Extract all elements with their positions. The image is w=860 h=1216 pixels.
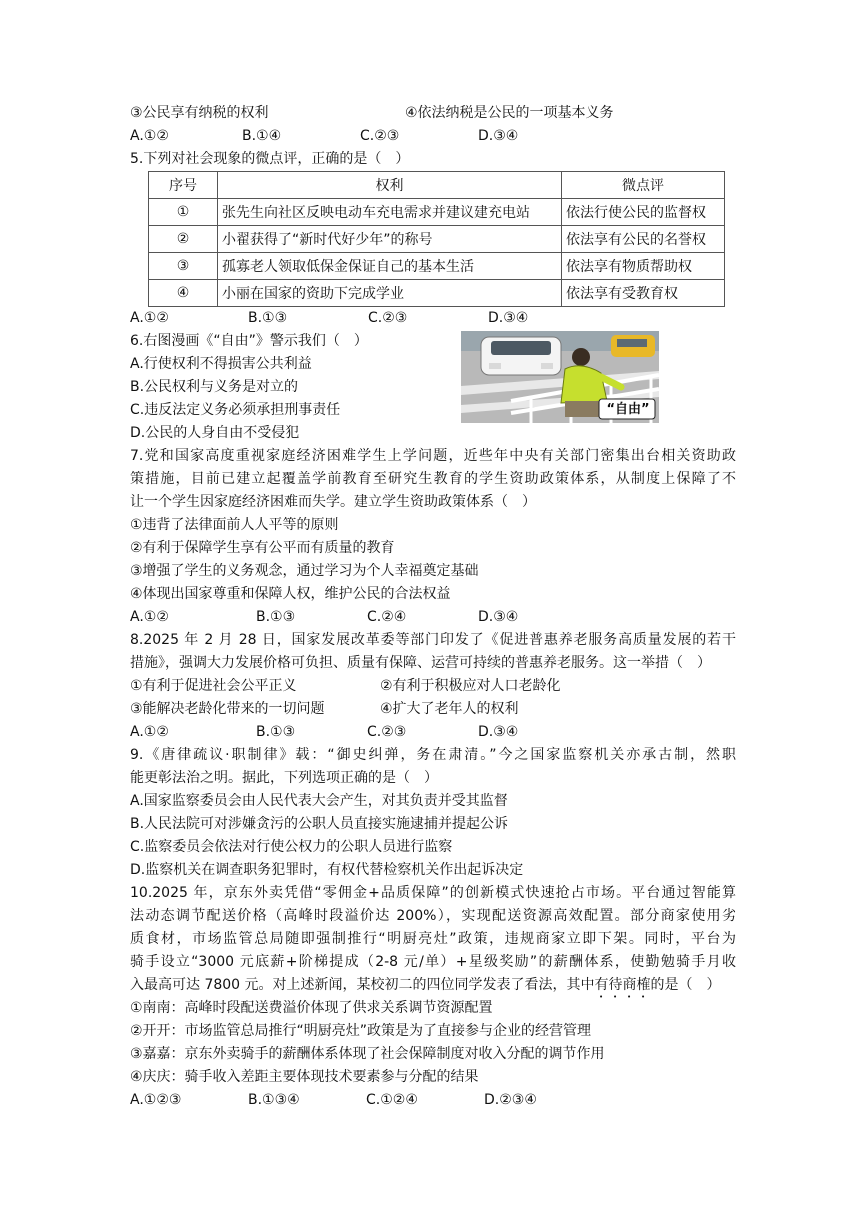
q7-item-1: ①违背了法律面前人人平等的原则 xyxy=(130,517,339,533)
table-cell: 孤寡老人领取低保金保证自己的基本生活 xyxy=(218,253,562,280)
q5-choice-b: B.①③ xyxy=(248,310,288,326)
q8-choice-c: C.②③ xyxy=(367,724,407,740)
q9-option-c: C.监察委员会依法对行使公权力的公职人员进行监察 xyxy=(130,839,453,855)
table-row xyxy=(149,280,725,307)
q4-choice-a: A.①② xyxy=(130,128,169,144)
q9-option-b: B.人民法院可对涉嫌贪污的公职人员直接实施逮捕并提起公诉 xyxy=(130,816,509,832)
q7-choice-d: D.③④ xyxy=(478,609,519,625)
table-cell: 依法享有公民的名誉权 xyxy=(562,226,725,253)
table-cell: ③ xyxy=(149,253,218,280)
cartoon-sign-caption: “自由” xyxy=(606,402,650,417)
q7-item-4: ④体现出国家尊重和保障人权，维护公民的合法权益 xyxy=(130,586,451,602)
q8-item-4: ④扩大了老年人的权利 xyxy=(380,701,519,717)
q5-choice-c: C.②③ xyxy=(368,310,408,326)
table-cell: 依法享有物质帮助权 xyxy=(562,253,725,280)
q10-item-1: ①南南：高峰时段配送费溢价体现了供求关系调节资源配置 xyxy=(130,1000,493,1016)
q9-option-d: D.监察机关在调查职务犯罪时，有权代替检察机关作出起诉决定 xyxy=(130,862,524,878)
table-header: 序号 xyxy=(149,172,218,199)
q4-choices xyxy=(130,125,736,148)
q10-item-3: ③嘉嘉：京东外卖骑手的薪酬体系体现了社会保障制度对收入分配的调节作用 xyxy=(130,1046,605,1062)
table-row xyxy=(149,226,725,253)
q10-stem-end: 的是（ ） xyxy=(650,977,721,993)
q7-choices xyxy=(130,606,736,629)
table-cell: 依法享有受教育权 xyxy=(562,280,725,307)
q8-stem-line-1: 8.2025 年 2 月 28 日，国家发展改革委等部门印发了《促进普惠养老服务高质量发展的若干 xyxy=(130,632,736,648)
q9-stem-line-2: 能更彰法治之明。据此，下列选项正确的是（ ） xyxy=(130,770,438,786)
q10-choices xyxy=(130,1089,736,1112)
q6-option-b: B.公民权利与义务是对立的 xyxy=(130,379,299,395)
q7-choice-b: B.①③ xyxy=(256,609,296,625)
q8-items-row-1 xyxy=(130,675,736,698)
q9-stem-line-1: 9.《唐律疏议·职制律》载：“御史纠弹，务在肃清。”今之国家监察机关亦承古制，然职 xyxy=(130,747,736,763)
q10-choice-d: D.②③④ xyxy=(484,1092,537,1108)
q10-choice-c: C.①②④ xyxy=(366,1092,418,1108)
table-cell: ④ xyxy=(149,280,218,307)
q7-item-2: ②有利于保障学生享有公平而有质量的教育 xyxy=(130,540,395,556)
q6-option-a: A.行使权利不得损害公共利益 xyxy=(130,356,312,372)
q5-stem: 5.下列对社会现象的微点评，正确的是（ ） xyxy=(130,151,410,167)
q5-choice-a: A.①② xyxy=(130,310,169,326)
q10-choice-b: B.①③④ xyxy=(248,1092,300,1108)
table-cell: ① xyxy=(149,199,218,226)
q10-stem-line-2: 法动态调节配送价格（高峰时段溢价达 200%），实现配送资源高效配置。部分商家使用劣 xyxy=(130,908,736,924)
q8-choices xyxy=(130,721,736,744)
q4-choice-b: B.①④ xyxy=(242,128,282,144)
q7-stem-line-1: 7.党和国家高度重视家庭经济困难学生上学问题，近些年中央有关部门密集出台相关资助政 xyxy=(130,448,736,464)
q5-choices xyxy=(130,307,736,330)
q4-choice-c: C.②③ xyxy=(360,128,400,144)
q6-block xyxy=(130,330,736,445)
q8-choice-d: D.③④ xyxy=(478,724,519,740)
q5-choice-d: D.③④ xyxy=(488,310,529,326)
q10-stem-line-4: 骑手设立“3000 元底薪+阶梯提成（2-8 元/单）+星级奖励”的薪酬体系，使勤勉骑手月收 xyxy=(130,954,736,970)
table-row xyxy=(149,253,725,280)
q9-option-a: A.国家监察委员会由人民代表大会产生，对其负责并受其监督 xyxy=(130,793,508,809)
q8-choice-a: A.①② xyxy=(130,724,169,740)
q10-emphasis-text: 有待商榷 xyxy=(594,977,651,993)
q4-option-3: ③公民享有纳税的权利 xyxy=(130,105,269,121)
table-cell: 张先生向社区反映电动车充电需求并建议建充电站 xyxy=(218,199,562,226)
q10-item-4: ④庆庆：骑手收入差距主要体现技术要素参与分配的结果 xyxy=(130,1069,479,1085)
q7-choice-a: A.①② xyxy=(130,609,169,625)
q8-choice-b: B.①③ xyxy=(256,724,296,740)
table-header: 微点评 xyxy=(562,172,725,199)
q8-items-row-2 xyxy=(130,698,736,721)
q4-choice-d: D.③④ xyxy=(478,128,519,144)
q10-stem-line-1: 10.2025 年，京东外卖凭借“零佣金+品质保障”的创新模式快速抢占市场。平台通过智能算 xyxy=(130,885,736,901)
q4-option-4: ④依法纳税是公民的一项基本义务 xyxy=(405,105,614,121)
q8-stem-line-2: 措施》，强调大力发展价格可负担、质量有保障、运营可持续的普惠养老服务。这一举措（ ） xyxy=(130,655,711,671)
q8-item-2: ②有利于积极应对人口老龄化 xyxy=(380,678,561,694)
q6-stem: 6.右图漫画《“自由”》警示我们（ ） xyxy=(130,333,368,349)
q8-item-1: ①有利于促进社会公平正义 xyxy=(130,678,297,694)
q7-stem-line-2: 策措施，目前已建立起覆盖学前教育至研究生教育的学生资助政策体系，从制度上保障了不 xyxy=(130,471,736,487)
cartoon-freedom-image xyxy=(461,331,659,423)
table-header: 权利 xyxy=(218,172,562,199)
table-header-row xyxy=(149,172,725,199)
table-cell: 小翟获得了“新时代好少年”的称号 xyxy=(218,226,562,253)
exam-page xyxy=(130,102,736,1112)
q6-option-c: C.违反法定义务必须承担刑事责任 xyxy=(130,402,341,418)
table-cell: 小丽在国家的资助下完成学业 xyxy=(218,280,562,307)
q10-item-2: ②开开：市场监管总局推行“明厨亮灶”政策是为了直接参与企业的经营管理 xyxy=(130,1023,592,1039)
q7-item-3: ③增强了学生的义务观念，通过学习为个人幸福奠定基础 xyxy=(130,563,479,579)
q10-choice-a: A.①②③ xyxy=(130,1092,182,1108)
table-row xyxy=(149,199,725,226)
q8-item-3: ③能解决老龄化带来的一切问题 xyxy=(130,701,325,717)
q5-table xyxy=(148,171,725,307)
table-cell: 依法行使公民的监督权 xyxy=(562,199,725,226)
q10-stem-line-3: 质食材，市场监管总局随即强制推行“明厨亮灶”政策，违规商家立即下架。同时，平台为 xyxy=(130,931,736,947)
q7-choice-c: C.②④ xyxy=(367,609,407,625)
q10-stem-line-5 xyxy=(130,974,736,997)
q4-options-row xyxy=(130,102,736,125)
table-cell: ② xyxy=(149,226,218,253)
q7-stem-line-3: 让一个学生因家庭经济困难而失学。建立学生资助政策体系（ ） xyxy=(130,494,536,510)
q6-option-d: D.公民的人身自由不受侵犯 xyxy=(130,425,300,441)
q10-stem-text: 入最高可达 7800 元。对上述新闻，某校初二的四位同学发表了看法，其中 xyxy=(130,977,595,993)
